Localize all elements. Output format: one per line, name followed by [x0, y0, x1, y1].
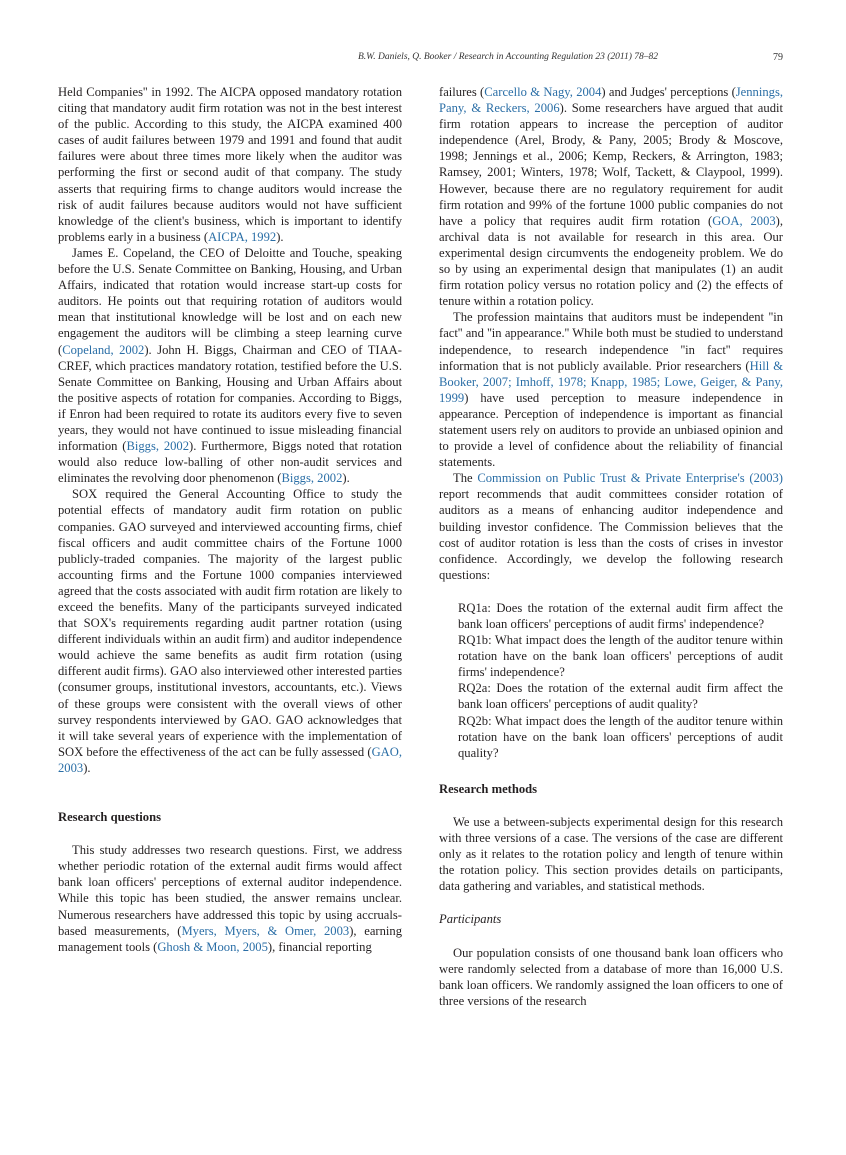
- research-question: RQ1a: Does the rotation of the external audit firm affect the bank loan officers' perceptions of audit firms' independence?: [458, 600, 783, 631]
- citation-link[interactable]: AICPA, 1992: [208, 229, 277, 244]
- research-question: RQ2a: Does the rotation of the external audit firm affect the bank loan officers' perceptions of audit quality?: [458, 681, 783, 712]
- citation-link[interactable]: Biggs, 2002: [126, 439, 190, 454]
- right-column: [439, 84, 783, 1009]
- paragraph: James E. Copeland, the CEO of Deloitte and Touche, speaking before the U.S. Senate Committee on Banking, Housing, and Urban Affairs, indicated that rotation would increase start-up costs for auditors. He points out that requiring rotation of auditors would mean that institutional knowledge will be lost and on each new engagement the auditors will be climbing a steep learning curve (Copeland, 2002). John H. Biggs, Chairman and CEO of TIAA-CREF, which practices mandatory rotation, testified before the U.S. Senate Committee on Banking, Housing and Urban Affairs about the positive aspects of rotation for companies. According to Biggs, if Enron had been required to rotate its auditors every five to seven years, they would not have continued to issue misleading financial information (Biggs, 2002). Furthermore, Biggs noted that rotation would also reduce low-balling of other non-audit services and eliminates the revolving door phenomenon (Biggs, 2002).: [58, 245, 402, 486]
- running-header: B.W. Daniels, Q. Booker / Research in Accounting Regulation 23 (2011) 78–82: [358, 52, 658, 62]
- citation-link[interactable]: Ghosh & Moon, 2005: [157, 939, 268, 954]
- citation-link[interactable]: Jennings, Pany, & Reckers, 2006: [439, 85, 783, 116]
- paragraph: SOX required the General Accounting Office to study the potential effects of mandatory audit firm rotation on public companies. GAO surveyed and interviewed accounting firms, chief fiscal officers and audit committee chairs of the Fortune 1000 publicly-traded companies. The majority of the largest public accounting firms and the Fortune 1000 companies interviewed agreed that the costs associated with audit firm rotation are likely to exceed the benefits. Many of the participants surveyed indicated that SOX's requirements regarding audit partner rotation (using different individuals within an audit firm) and auditor independence would achieve the same benefits as audit firm rotation (using different audit firms). GAO also interviewed other interested parties (consumer groups, institutional investors, accountants, etc.). Views of these groups were consistent with the overall views of other survey respondents interviewed by GAO. GAO acknowledges that it will take several years of experience with the implementation of SOX before the effectiveness of the act can be fully assessed (GAO, 2003).: [58, 487, 402, 775]
- paragraph: We use a between-subjects experimental design for this research with three versions of a case. The versions of the case are different only as it relates to the rotation policy and length of tenure within the rotation policy. This section provides details on participants, data gathering and variables, and statistical methods.: [439, 814, 783, 894]
- research-question-list: [458, 600, 783, 761]
- citation-link[interactable]: Biggs, 2002: [281, 471, 343, 486]
- paragraph: failures (Carcello & Nagy, 2004) and Judges' perceptions (Jennings, Pany, & Reckers, 2006). Some researchers have argued that audit firm rotation appears to increase the perception of auditor independence (Arel, Brody, & Pany, 2005; Brody & Moscove, 1998; Jennings et al., 2006; Kemp, Reckers, & Arrington, 1983; Ramsey, 2001; Winters, 1978; Wolf, Tackett, & Claypool, 1999). However, because there are no regulatory requirement for audit firm rotation and 99% of the fortune 1000 public companies do not have a policy that requires audit firm rotation (GOA, 2003), archival data is not available for research in this area. Our experimental design circumvents the endogeneity problem. We do so by using an experimental design that manipulates (1) an audit firm rotation policy versus no rotation policy and (2) the effects of tenure within a rotation policy.: [439, 85, 784, 309]
- citation-link[interactable]: Copeland, 2002: [62, 342, 145, 357]
- citation-link[interactable]: Hill & Booker, 2007; Imhoff, 1978; Knapp, 1985; Lowe, Geiger, & Pany, 1999: [439, 358, 783, 405]
- citation-link[interactable]: GOA, 2003: [712, 213, 776, 228]
- paragraph: Held Companies'' in 1992. The AICPA opposed mandatory rotation citing that mandatory audit firm rotation was not in the best interest of the public. According to this study, the AICPA examined 400 cases of audit failures between 1979 and 1991 and found that audit failures were about three times more likely when the auditor was performing the first or second audit of that company. The study asserts that requiring firms to change auditors would increase the risk of audit failures because auditors would not have sufficient knowledge of the client's business, which is important to identify problems early in a business (AICPA, 1992).: [58, 85, 402, 244]
- research-question: RQ2b: What impact does the length of the auditor tenure within rotation have on the bank loan officers' perceptions of audit quality?: [458, 713, 783, 760]
- paragraph: This study addresses two research questions. First, we address whether periodic rotation of the external audit firms would affect bank loan officers' perceptions of external auditor independence. While this topic has been studied, the answer remains unclear. Numerous researchers have addressed this topic by using accruals-based measurements, (Myers, Myers, & Omer, 2003), earning management tools (Ghosh & Moon, 2005), financial reporting: [58, 843, 402, 954]
- research-question: RQ1b: What impact does the length of the auditor tenure within rotation have on the bank loan officers' perceptions of audit firms' independence?: [458, 633, 783, 680]
- citation-link[interactable]: Commission on Public Trust & Private Enterprise's (2003): [477, 471, 783, 486]
- citation-link[interactable]: Carcello & Nagy, 2004: [484, 85, 602, 99]
- section-heading-research-questions: Research questions: [58, 810, 161, 825]
- subsection-heading-participants: Participants: [439, 912, 502, 927]
- paragraph: The profession maintains that auditors must be independent ''in fact'' and ''in appearance.'' While both must be studied to understand independence, to research independence ''in fact'' requires information that is not publicly available. Prior researchers (Hill & Booker, 2007; Imhoff, 1978; Knapp, 1985; Lowe, Geiger, & Pany, 1999) have used perception to measure independence in appearance. Perception of independence is important as financial statement users rely on auditors to provide an unbiased opinion and to provide a level of confidence about the reliability of financial statements.: [439, 310, 783, 470]
- paragraph: The Commission on Public Trust & Private Enterprise's (2003) report recommends that audit committees consider rotation of auditors as a means of enhancing auditor independence and building investor confidence. The Commission believes that the cost of auditor rotation is less than the costs of crises in investor confidence. Accordingly, we develop the following research questions:: [439, 471, 783, 582]
- page-number: 79: [773, 52, 783, 63]
- left-column: [58, 84, 402, 955]
- paragraph: Our population consists of one thousand bank loan officers who were randomly selected from a database of more than 16,000 U.S. bank loan officers. We randomly assigned the loan officers to one of three versions of the research: [439, 945, 783, 1008]
- citation-link[interactable]: GAO, 2003: [58, 744, 402, 775]
- section-heading-research-methods: Research methods: [439, 781, 538, 796]
- citation-link[interactable]: Myers, Myers, & Omer, 2003: [181, 923, 350, 938]
